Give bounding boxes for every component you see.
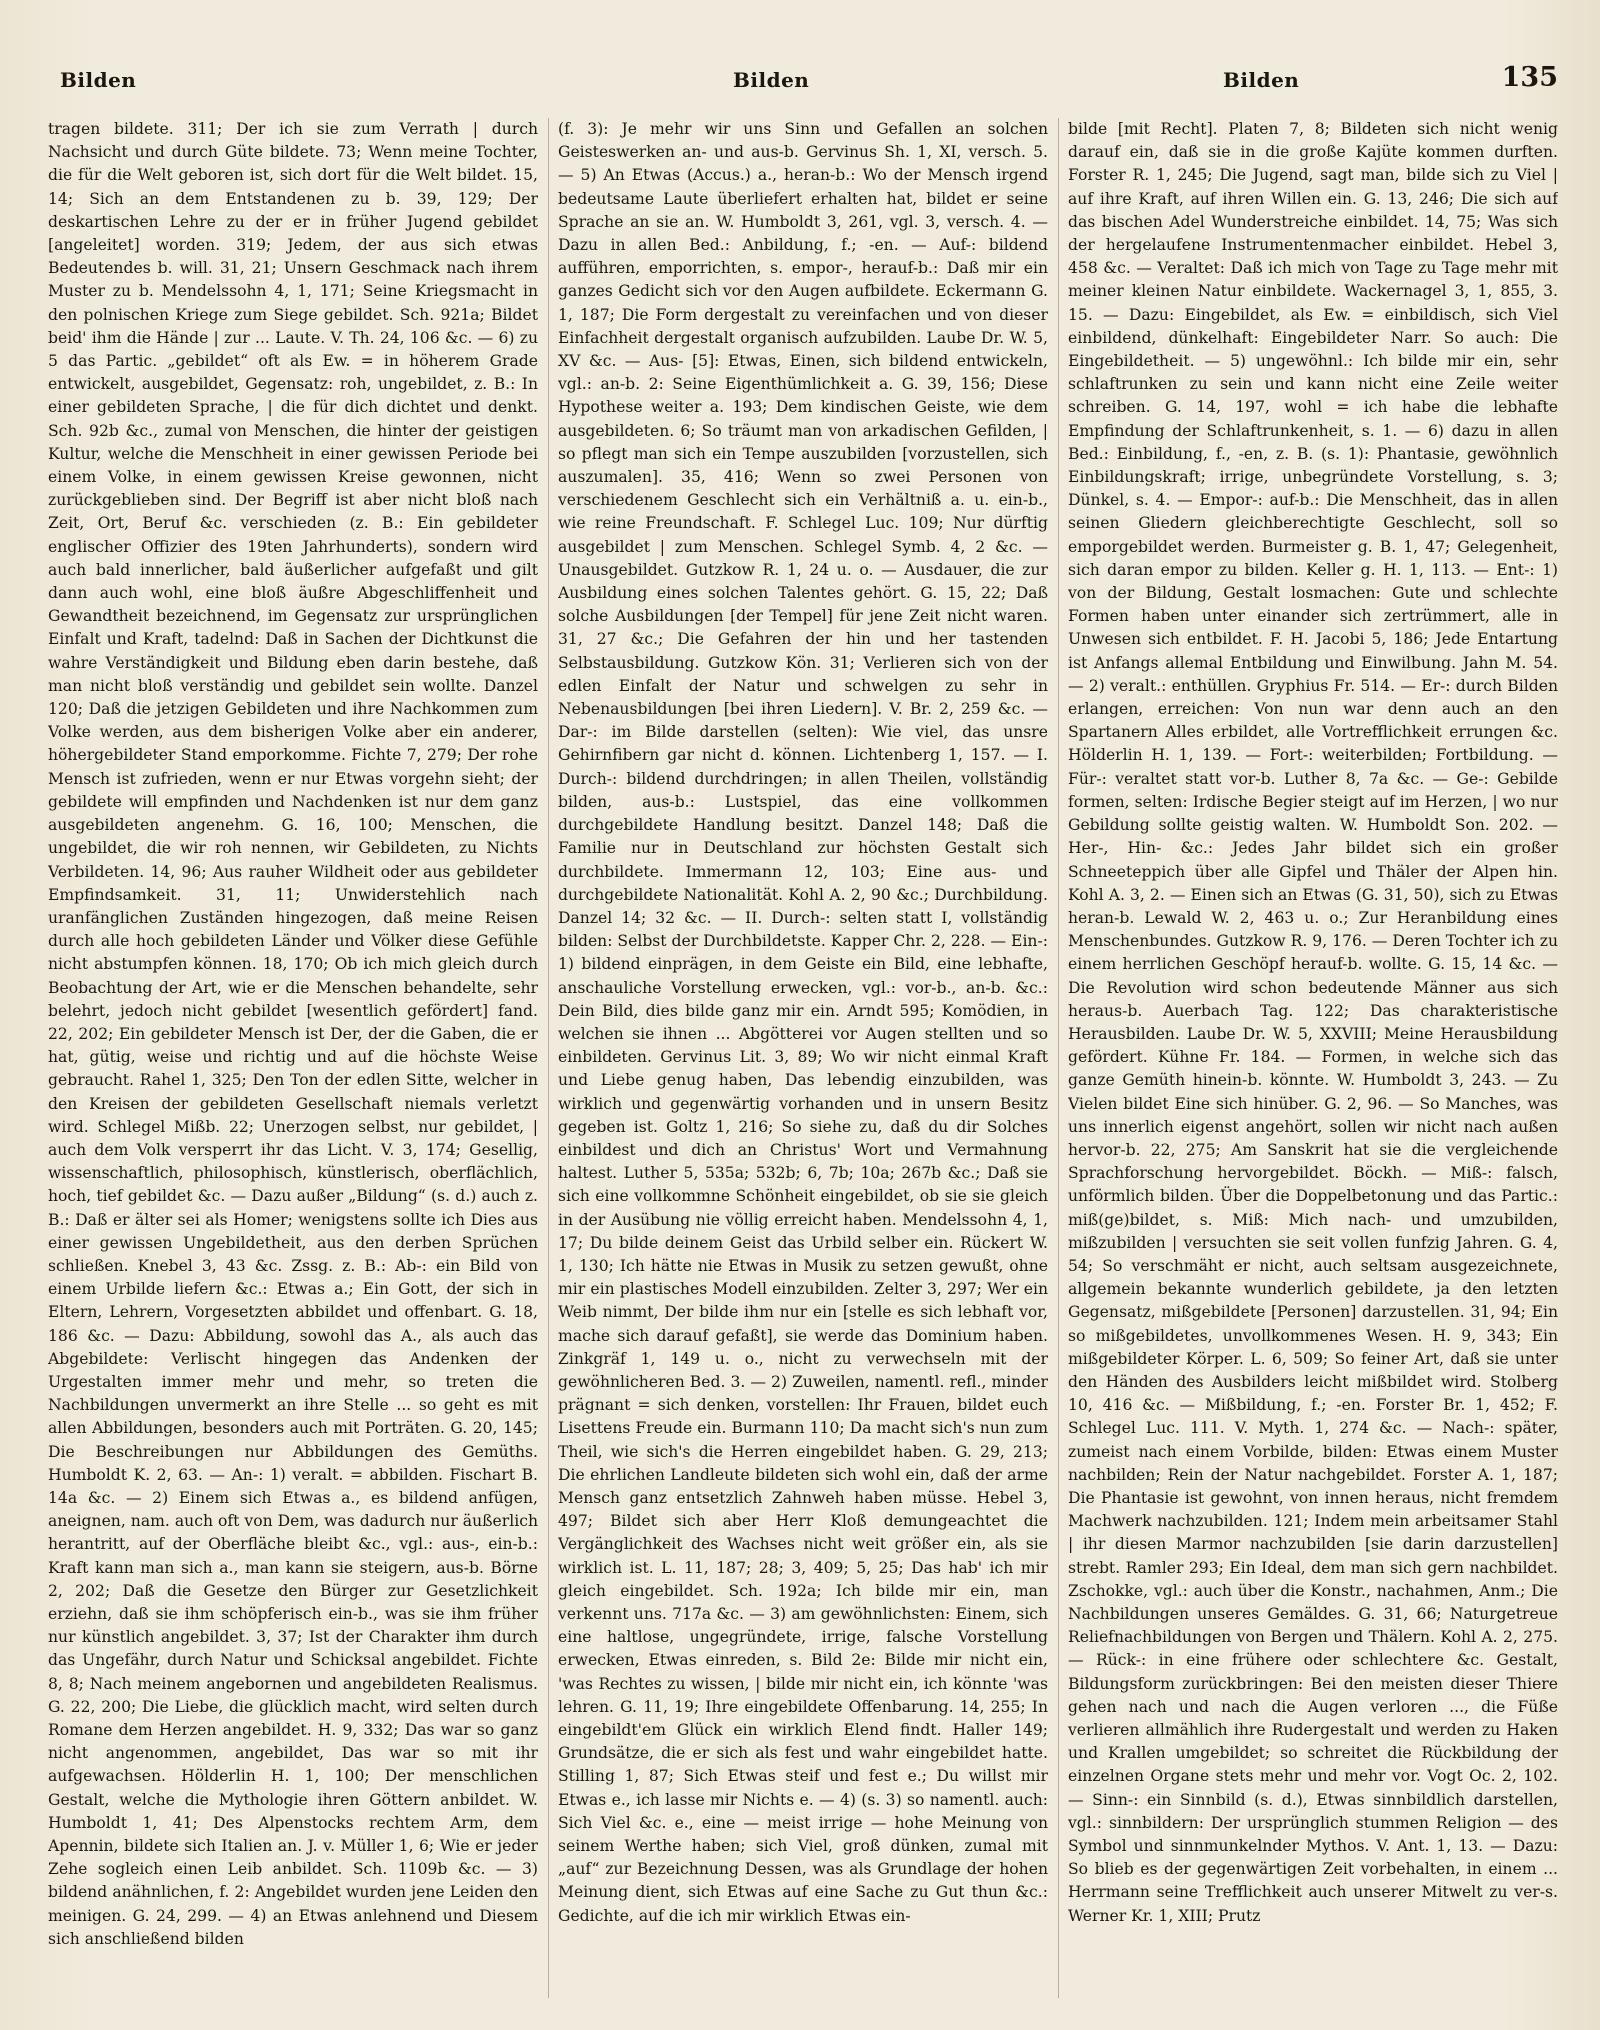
running-head-right: Bilden <box>1223 68 1300 92</box>
column-right <box>1068 118 1558 2008</box>
page-number: 135 <box>1501 62 1558 93</box>
column-middle-text: (f. 3): Je mehr wir uns Sinn und Gefallen an solchen Geisteswerken an- und aus-b. Gervinus Sh. 1, XI, versch. 5. — 5) An Etwas (Accus.) a., heran-b.: Wo der Mensch irgend bedeutsame Laute überliefert erhalten hat, bildet er seine Sprache an sie an. W. Humboldt 3, 261, vgl. 3, versch. 4. — Dazu in allen Bed.: Anbildung, f.; -en. — Auf-: bildend aufführen, emporrichten, s. empor-, herauf-b.: Daß mir ein ganzes Gedicht sich vor den Augen aufbildete. Eckermann G. 1, 187; Die Form dergestalt zu vereinfachen und von dieser Einfachheit dergestalt organisch aufzubilden. Laube Dr. W. 5, XV &c. — Aus- [5]: Etwas, Einen, sich bildend entwickeln, vgl.: an-b. 2: Seine Eigenthümlichkeit a. G. 39, 156; Diese Hypothese weiter a. 193; Dem kindischen Geiste, wie dem ausgebildeten. 6; So träumt man von arkadischen Gefilden, | so pflegt man sich ein Tempe auszubilden [vorzustellen, sich auszumalen]. 35, 416; Wenn so zwei Personen von verschiedenem Geschlecht sich ein Verhältniß a. u. ein-b., wie reine Freundschaft. F. Schlegel Luc. 109; Nur dürftig ausgebildet | zum Menschen. Schlegel Symb. 4, 2 &c. — Unausgebildet. Gutzkow R. 1, 24 u. o. — Ausdauer, die zur Ausbildung eines solchen Talentes gehört. G. 15, 22; Daß solche Ausbildungen [der Tempel] für jene Zeit nicht waren. 31, 27 &c.; Die Gefahren der hin und her tastenden Selbstausbildung. Gutzkow Kön. 31; Verlieren sich von der edlen Einfalt der Natur und schwelgen zu sehr in Nebenausbildungen [bei ihren Liedern]. V. Br. 2, 259 &c. — Dar-: im Bilde darstellen (selten): Wie viel, das unsre Gehirnfibern gar nicht d. können. Lichtenberg 1, 157. — I. Durch-: bildend durchdringen; in allen Theilen, vollständig bilden, aus-b.: Lustspiel, das eine vollkommen durchgebildete Handlung besitzt. Danzel 148; Daß die Familie nur in Deutschland zur höchsten Gestalt sich durchbildete. Immermann 12, 103; Eine aus- und durchgebildete Nationalität. Kohl A. 2, 90 &c.; Durchbildung. Danzel 14; 32 &c. — II. Durch-: selten statt I, vollständig bilden: Selbst der Durchbildetste. Kapper Chr. 2, 228. — Ein-: 1) bildend einprägen, in dem Geiste ein Bild, eine lebhafte, anschauliche Vorstellung erwecken, vgl.: vor-b., an-b. &c.: Dein Bild, dies bilde ganz mir ein. Arndt 595; Komödien, in welchen sie ihnen ... Abgötterei vor Augen stellten und so einbildeten. Gervinus Lit. 3, 89; Wo wir nicht einmal Kraft und Liebe genug haben, Das lebendig einzubilden, was wirklich und gegenwärtig vorhanden und in unsern Besitz gegeben ist. Goltz 1, 216; So siehe zu, daß du dir Solches einbildest und dich an Christus' Wort und Vermahnung haltest. Luther 5, 535a; 532b; 6, 7b; 10a; 267b &c.; Daß sie sich eine vollkommne Schönheit eingebildet, ob sie sie gleich in der Ausübung nie völlig erreicht haben. Mendelssohn 4, 1, 17; Du bilde deinem Geist das Urbild selber ein. Rückert W. 1, 130; Ich hätte nie Etwas in Musik zu setzen gewußt, ohne mir ein plastisches Modell einzubilden. Zelter 3, 297; Wer ein Weib nimmt, Der bilde ihm nur ein [stelle es sich lebhaft vor, mache sich darauf gefaßt], sie werde das Dominium haben. Zinkgräf 1, 149 u. o., nicht zu verwechseln mit der gewöhnlicheren Bed. 3. — 2) Zuweilen, namentl. refl., minder prägnant = sich denken, vorstellen: Ihr Frauen, bildet euch Lisettens Freude ein. Burmann 110; Da macht sich's nun zum Theil, wie sich's die Herren eingebildet haben. G. 29, 213; Die ehrlichen Landleute bildeten sich wohl ein, daß der arme Mensch ganz entsetzlich Zahnweh haben müsse. Hebel 3, 497; Bildet sich aber Herr Kloß demungeachtet die Vergänglichkeit des Wachses nicht weit größer ein, als sie wirklich ist. L. 11, 187; 28; 3, 409; 5, 25; Das hab' ich mir gleich eingebildet. Sch. 192a; Ich bilde mir ein, man verkennt uns. 717a &c. — 3) am gewöhnlichsten: Einem, sich eine haltlose, ungegründete, irrige, falsche Vorstellung erwecken, Etwas einreden, s. Bild 2e: Bilde mir nicht ein, 'was Rechtes zu wissen, | bilde mir nicht ein, ich könnte 'was lehren. G. 11, 19; Ihre eingebildete Offenbarung. 14, 255; In eingebildt'em Glück ein wirklich Elend findt. Haller 149; Grundsätze, die er sich als fest und wahr eingebildet hatte. Stilling 1, 87; Sich Etwas steif und fest e.; Du willst mir Etwas e., ich lasse mir Nichts e. — 4) (s. 3) so namentl. auch: Sich Viel &c. e., eine — meist irrige — hohe Meinung von seinem Werthe haben; sich Viel, groß dünken, zumal mit „auf“ zur Bezeichnung Dessen, was als Grundlage der hohen Meinung dient, sich Etwas auf eine Sache zu Gut thun &c.: Gedichte, auf die ich mir wirklich Etwas ein- <box>558 120 1048 1925</box>
running-head-center: Bilden <box>733 68 810 92</box>
page-header <box>48 62 1558 102</box>
text-columns <box>48 118 1560 2008</box>
running-head-left: Bilden <box>60 68 137 92</box>
column-left <box>48 118 538 2008</box>
column-right-text: bilde [mit Recht]. Platen 7, 8; Bildeten sich nicht wenig darauf ein, daß sie in die große Kajüte kommen durften. Forster R. 1, 245; Die Jugend, sagt man, bilde sich zu Viel | auf ihre Kraft, auf ihren Willen ein. G. 13, 246; Die sich auf das bischen Adel Wunderstreiche einbildet. 14, 75; Was sich der hergelaufene Instrumentenmacher einbildet. Hebel 3, 458 &c. — Veraltet: Daß ich mich von Tage zu Tage mehr mit meiner kleinen Natur einbildete. Wackernagel 3, 1, 855, 3. 15. — Dazu: Eingebildet, als Ew. = einbildisch, sich Viel einbildend, dünkelhaft: Eingebildeter Narr. So auch: Die Eingebildetheit. — 5) ungewöhnl.: Ich bilde mir ein, sehr schlaftrunken zu sein und kann nicht eine Zeile weiter schreiben. G. 14, 197, wohl = ich habe die lebhafte Empfindung der Schlaftrunkenheit, s. 1. — 6) dazu in allen Bed.: Einbildung, f., -en, z. B. (s. 1): Phantasie, gewöhnlich Einbildungskraft; irrige, unbegründete Vorstellung, s. 3; Dünkel, s. 4. — Empor-: auf-b.: Die Menschheit, das in allen seinen Gliedern gleichberechtigte Geschlecht, soll so emporgebildet werden. Burmeister g. B. 1, 47; Gelegenheit, sich daran empor zu bilden. Keller g. H. 1, 113. — Ent-: 1) von der Bildung, Gestalt losmachen: Gute und schlechte Formen haben unter einander sich zertrümmert, alle in Unwesen sich entbildet. F. H. Jacobi 5, 186; Jede Entartung ist Anfangs allemal Entbildung und Einwilbung. Jahn M. 54. — 2) veralt.: enthüllen. Gryphius Fr. 514. — Er-: durch Bilden erlangen, erreichen: Von nun war denn auch an den Spartanern Alles erbildet, alle Vortrefflichkeit errungen &c. Hölderlin H. 1, 139. — Fort-: weiterbilden; Fortbildung. — Für-: veraltet statt vor-b. Luther 8, 7a &c. — Ge-: Gebilde formen, selten: Irdische Begier steigt auf im Herzen, | wo nur Gebildung sollte geistig walten. W. Humboldt Son. 202. — Her-, Hin- &c.: Jedes Jahr bildet sich ein großer Schneeteppich über alle Gipfel und Thäler der Alpen hin. Kohl A. 3, 2. — Einen sich an Etwas (G. 31, 50), sich zu Etwas heran-b. Lewald W. 2, 463 u. o.; Zur Heranbildung eines Menschenbundes. Gutzkow R. 9, 176. — Deren Tochter ich zu einem herrlichen Geschöpf herauf-b. wollte. G. 15, 14 &c. — Die Revolution wird schon bedeutende Männer aus sich heraus-b. Auerbach Tag. 122; Das charakteristische Herausbilden. Laube Dr. W. 5, XXVIII; Meine Herausbildung gefördert. Kühne Fr. 184. — Formen, in welche sich das ganze Gemüth hinein-b. könnte. W. Humboldt 3, 243. — Zu Vielen bildet Eine sich hinüber. G. 2, 96. — So Manches, was uns innerlich eigenst angehört, sollen wir nicht nach außen hervor-b. 22, 275; Am Sanskrit hat sie die vergleichende Sprachforschung hervorgebildet. Böckh. — Miß-: falsch, unförmlich bilden. Über die Doppelbetonung und das Partic.: miß(ge)bildet, s. Miß: Mich nach- und umzubilden, mißzubilden | versuchten sie seit vollen funfzig Jahren. G. 4, 54; So verschmäht er nicht, auch seltsam ausgezeichnete, allgemein bekannte wunderlich gebildete, ja den letzten Gegensatz, mißgebildete [Personen] darzustellen. 31, 94; Ein so mißgebildetes, unvollkommenes Wesen. H. 9, 343; Ein mißgebildeter Körper. L. 6, 509; So feiner Art, daß sie unter den Händen des Ausbilders leicht mißbildet wird. Stolberg 10, 416 &c. — Mißbildung, f.; -en. Forster Br. 1, 452; F. Schlegel Luc. 111. V. Myth. 1, 274 &c. — Nach-: später, zumeist nach einem Vorbilde, bilden: Etwas einem Muster nachbilden; Rein der Natur nachgebildet. Forster A. 1, 187; Die Phantasie ist gewohnt, von innen heraus, nicht fremdem Machwerk nachzubilden. 121; Indem mein arbeitsamer Stahl | ihr diesen Marmor nachzubilden [sie darin darzustellen] strebt. Ramler 293; Ein Ideal, dem man sich gern nachbildet. Zschokke, vgl.: auch über die Konstr., nachahmen, Anm.; Die Nachbildungen unseres Gemäldes. G. 31, 66; Naturgetreue Reliefnachbildungen von Bergen und Thälern. Kohl A. 2, 275. — Rück-: in eine frühere oder schlechtere &c. Gestalt, Bildungsform zurückbringen: Bei den meisten dieser Thiere gehen nach und nach die Augen verloren ..., die Füße verlieren allmählich ihre Rudergestalt und werden zu Haken und Krallen umgebildet; so schreitet die Rückbildung der einzelnen Organe stets mehr und mehr vor. Vogt Oc. 2, 102. — Sinn-: ein Sinnbild (s. d.), Etwas sinnbildlich darstellen, vgl.: sinnbildern: Der ursprünglich stummen Religion — des Symbol und sinnmunkelnder Mythos. V. Ant. 1, 13. — Dazu: So blieb es der gegenwärtigen Zeit vorbehalten, in einem ... Herrmann seine Trefflichkeit auch unserer Mitwelt zu ver-s. Werner Kr. 1, XIII; Prutz <box>1068 120 1558 1925</box>
column-left-text: tragen bildete. 311; Der ich sie zum Verrath | durch Nachsicht und durch Güte bildete. 73; Wenn meine Tochter, die für die Welt geboren ist, sich dort für die Welt bildet. 15, 14; Sich an dem Entstandenen zu b. 39, 129; Der deskartischen Lehre zu der er in früher Jugend gebildet [angeleitet] worden. 319; Jedem, der aus sich etwas Bedeutendes b. will. 31, 21; Unsern Geschmack nach ihrem Muster zu b. Mendelssohn 4, 1, 171; Seine Kriegsmacht in den polnischen Kriege zum Siege gebildet. Sch. 921a; Bildet beid' ihm die Hände | zur ... Laute. V. Th. 24, 106 &c. — 6) zu 5 das Partic. „gebildet“ oft als Ew. = in höherem Grade entwickelt, ausgebildet, Gegensatz: roh, ungebildet, z. B.: In einer gebildeten Sprache, | die für dich dichtet und denkt. Sch. 92b &c., zumal von Menschen, die hinter der geistigen Kultur, welche die Menschheit in einer gewissen Periode bei einem Volke, in einem gewissen Kreise gewonnen, nicht zurückgeblieben sind. Der Begriff ist aber nicht bloß nach Zeit, Ort, Beruf &c. verschieden (z. B.: Ein gebildeter englischer Offizier des 19ten Jahrhunderts), sondern wird auch bald innerlicher, bald äußerlicher aufgefaßt und gilt dann auch wohl, eine bloß äußre Abgeschliffenheit und Gewandtheit bezeichnend, im Gegensatz zur ursprünglichen Einfalt und Kraft, tadelnd: Daß in Sachen der Dichtkunst die wahre Verständigkeit und Bildung eben darin bestehe, daß man nicht bloß verständig und gebildet sein wollte. Danzel 120; Daß die jetzigen Gebildeten und ihre Nachkommen zum Volke werden, aus dem bisherigen Volke aber ein anderer, höhergebildeter Stand emporkomme. Fichte 7, 279; Der rohe Mensch ist zufrieden, wenn er nur Etwas vorgehn sieht; der gebildete will empfinden und Nachdenken ist nur dem ganz ausgebildeten angenehm. G. 16, 100; Menschen, die ungebildet, die wir roh nennen, wir Gebildeten, zu Nichts Verbildeten. 14, 96; Aus rauher Wildheit oder aus gebildeter Empfindsamkeit. 31, 11; Unwiderstehlich nach uranfänglichen Zuständen hingezogen, daß meine Reisen durch alle hoch gebildeten Länder und Völker diese Gefühle nicht abstumpfen können. 18, 170; Ob ich mich gleich durch Beobachtung der Art, wie er die Menschen behandelte, sehr belehrt, jedoch nicht gebildet [wesentlich gefördert] fand. 22, 202; Ein gebildeter Mensch ist Der, der die Gaben, die er hat, gütig, weise und richtig und auf die höchste Weise gebraucht. Rahel 1, 325; Den Ton der edlen Sitte, welcher in den Kreisen der gebildeten Gesellschaft niemals verletzt wird. Schlegel Mißb. 22; Unerzogen selbst, nur gebildet, | auch dem Volk versperrt ihr das Licht. V. 3, 174; Gesellig, wissenschaftlich, philosophisch, künstlerisch, oberflächlich, hoch, tief gebildet &c. — Dazu außer „Bildung“ (s. d.) auch z. B.: Daß er älter sei als Homer; wenigstens sollte ich Dies aus einer gewissen Ungebildetheit, aus den derben Sprüchen schließen. Knebel 3, 43 &c. Zssg. z. B.: Ab-: ein Bild von einem Urbilde liefern &c.: Etwas a.; Ein Gott, der sich in Eltern, Lehrern, Vorgesetzten abbildet und offenbart. G. 18, 186 &c. — Dazu: Abbildung, sowohl das A., als auch das Abgebildete: Verlischt hingegen das Andenken der Urgestalten immer mehr und mehr, so treten die Nachbildungen unvermerkt an ihre Stelle ... so geht es mit allen Abbildungen, besonders auch mit Porträten. G. 20, 145; Die Beschreibungen nur Abbildungen des Gemüths. Humboldt K. 2, 63. — An-: 1) veralt. = abbilden. Fischart B. 14a &c. — 2) Einem sich Etwas a., es bildend anfügen, aneignen, nam. auch oft von Dem, was dadurch nur äußerlich herantritt, auf der Oberfläche bleibt &c., vgl.: aus-, ein-b.: Kraft kann man sich a., man kann sie steigern, aus-b. Börne 2, 202; Daß die Gesetze den Bürger zur Gesetzlichkeit erziehn, daß sie ihm schöpferisch ein-b., was sie ihm früher nur künstlich angebildet. 3, 37; Ist der Charakter ihm durch das Ungefähr, durch Natur und Schicksal angebildet. Fichte 8, 8; Nach meinem angebornen und angebildeten Realismus. G. 22, 200; Die Liebe, die glücklich macht, wird selten durch Romane dem Herzen angebildet. H. 9, 332; Das war so ganz nicht angenommen, angebildet, Das war so mit ihr aufgewachsen. Hölderlin H. 1, 100; Der menschlichen Gestalt, welche die Mythologie ihren Göttern anbildet. W. Humboldt 1, 41; Des Alpenstocks rechtem Arm, dem Apennin, bildete sich Italien an. J. v. Müller 1, 6; Wie er jeder Zehe sogleich einen Leib anbildet. Sch. 1109b &c. — 3) bildend anähnlichen, f. 2: Angebildet wurden jene Leiden den meinigen. G. 24, 299. — 4) an Etwas anlehnend und Diesem sich anschließend bilden <box>48 120 538 1948</box>
column-middle <box>558 118 1048 2008</box>
